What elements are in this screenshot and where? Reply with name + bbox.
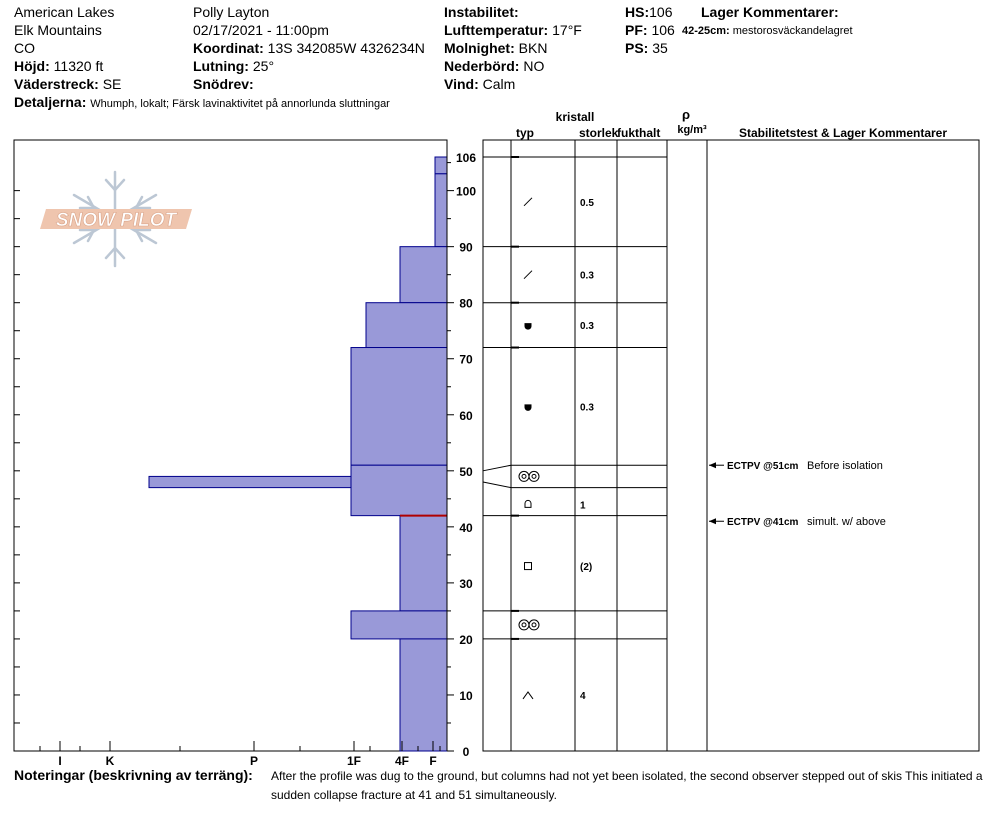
density-unit: kg/m³ [677,124,707,136]
hardness-bar [351,611,447,639]
depth-tick-label: 20 [459,632,473,647]
hardness-bar [435,157,447,174]
stability-heading: Stabilitetstest & Lager Kommentarer [738,126,948,140]
elevation-value: 11320 ft [53,58,104,74]
hardness-bar [351,465,447,515]
instability-label: Instabilitet: [444,4,519,20]
hardness-tick-label: K [105,754,115,768]
surface-hoar-symbol-icon [529,620,539,630]
sky-value: BKN [518,40,548,56]
precip-value: NO [523,58,545,74]
surface-hoar-symbol-icon [519,620,529,630]
crystal-size: 0.3 [580,270,594,282]
precip-label: Nederbörd: [444,58,520,74]
hardness-bar [435,174,447,247]
aspect-value: SE [102,76,122,92]
aspect-label: Väderstreck: [14,76,99,92]
hardness-bars [149,157,447,751]
depth-axis [447,140,476,759]
type-heading: typ [516,126,534,140]
slope-label: Lutning: [193,58,249,74]
depth-tick-label: 10 [459,688,473,703]
layer-comments-title: Lager Kommentarer: [701,4,839,20]
wind-value: Calm [482,76,516,92]
wind-loading-label: Snödrev: [193,76,254,92]
surface-hoar-symbol-icon [522,474,526,478]
logo-text: SNOW PILOT [55,210,177,231]
faceted-rounding-symbol-icon [525,500,531,507]
layer-comment-depth: 42-25cm: [682,25,730,37]
slope-value: 25° [252,58,275,74]
location-name: American Lakes [14,4,115,20]
test-comment: simult. w/ above [807,516,886,529]
density-symbol: ρ [681,107,691,122]
rounded-faceted-symbol-icon [525,404,532,411]
ps-value: 35 [652,40,668,56]
air-temp-value: 17°F [552,22,582,38]
depth-tick-label: 100 [455,184,477,199]
size-heading: storlek [579,126,619,140]
hardness-tick-label: 1F [346,754,362,768]
crystal-size: 0.3 [580,321,594,333]
hardness-bar [400,639,447,751]
layer-table-frame [483,140,979,751]
elevation-label: Höjd: [14,58,50,74]
hardness-tick-label: I [58,754,62,768]
depth-tick-label: 80 [459,296,473,311]
crystal-size: 0.5 [580,197,594,209]
surface-hoar-symbol-icon [529,471,539,481]
snowpilot-logo [40,172,192,266]
hs-value: 106 [649,4,673,20]
ps-label: PS: [625,40,649,56]
hardness-bar [366,303,447,348]
depth-tick-label: 50 [459,464,473,479]
depth-tick-label: 90 [459,240,473,255]
depth-tick-label: 70 [459,352,473,367]
depth-hoar-symbol-icon [523,692,533,699]
pf-label: PF: [625,22,648,38]
wind-label: Vind: [444,76,479,92]
arrow-left-icon [709,462,716,468]
pf-value: 106 [651,22,675,38]
depth-tick-label: 60 [459,408,473,423]
depth-tick-label: 40 [459,520,473,535]
surface-hoar-symbol-icon [519,471,529,481]
hs-label: HS: [625,4,650,20]
crystal-size: 4 [580,690,586,702]
hardness-tick-label: 4F [394,754,410,768]
faceted-symbol-icon [525,563,532,570]
crystal-size: (2) [580,562,593,574]
layer-comment-text: mestorosväckandelagret [732,25,853,37]
observation-datetime: 02/17/2021 - 11:00pm [193,22,329,38]
sky-label: Molnighet: [444,40,515,56]
hardness-bar [351,348,447,466]
arrow-left-icon [709,518,716,524]
test-code: ECTPV @41cm [727,517,799,529]
depth-tick-label: 30 [459,576,473,591]
test-comment: Before isolation [807,460,883,473]
hardness-bar [400,247,447,303]
state: CO [14,40,35,56]
left-axis-ticks [14,191,20,751]
rounded-faceted-symbol-icon [525,323,532,330]
hardness-tick-label: F [429,754,437,768]
surface-hoar-symbol-icon [522,623,526,627]
crystal-size: 1 [580,500,586,512]
decomposing-symbol-icon [524,198,532,206]
table-headings [516,107,947,140]
mountain-range: Elk Mountains [14,22,102,38]
test-code: ECTPV @51cm [727,461,799,473]
decomposing-symbol-icon [524,271,532,279]
crystal-heading: kristall [555,110,595,124]
air-temp-label: Lufttemperatur: [444,22,549,38]
notes-line-1: After the profile was dug to the ground, but columns had not yet been isolated, the second observer stepped out of skis This initiated a [271,769,983,783]
crystal-size: 0.3 [580,402,594,414]
hardness-bar [400,516,447,611]
depth-tick-label: 0 [462,745,470,759]
hardness-axis [40,741,440,768]
notes-label: Noteringar (beskrivning av terräng): [14,767,253,783]
depth-top-label: 106 [455,151,477,165]
notes-line-2: sudden collapse fracture at 41 and 51 simultaneously. [271,788,557,802]
moisture-heading: fukthalt [617,126,661,140]
coordinate-value: 13S 342085W 4326234N [267,40,425,56]
coordinate-label: Koordinat: [193,40,264,56]
observer-name: Polly Layton [193,4,270,20]
details-label: Detaljerna: [14,94,87,110]
hardness-tick-label: P [249,754,259,768]
surface-hoar-symbol-icon [532,474,536,478]
stability-tests [709,460,886,528]
surface-hoar-symbol-icon [532,623,536,627]
details-text: Whumph, lokalt; Färsk lavinaktivitet på annorlunda sluttningar [90,98,390,110]
crystal-column [519,198,594,702]
